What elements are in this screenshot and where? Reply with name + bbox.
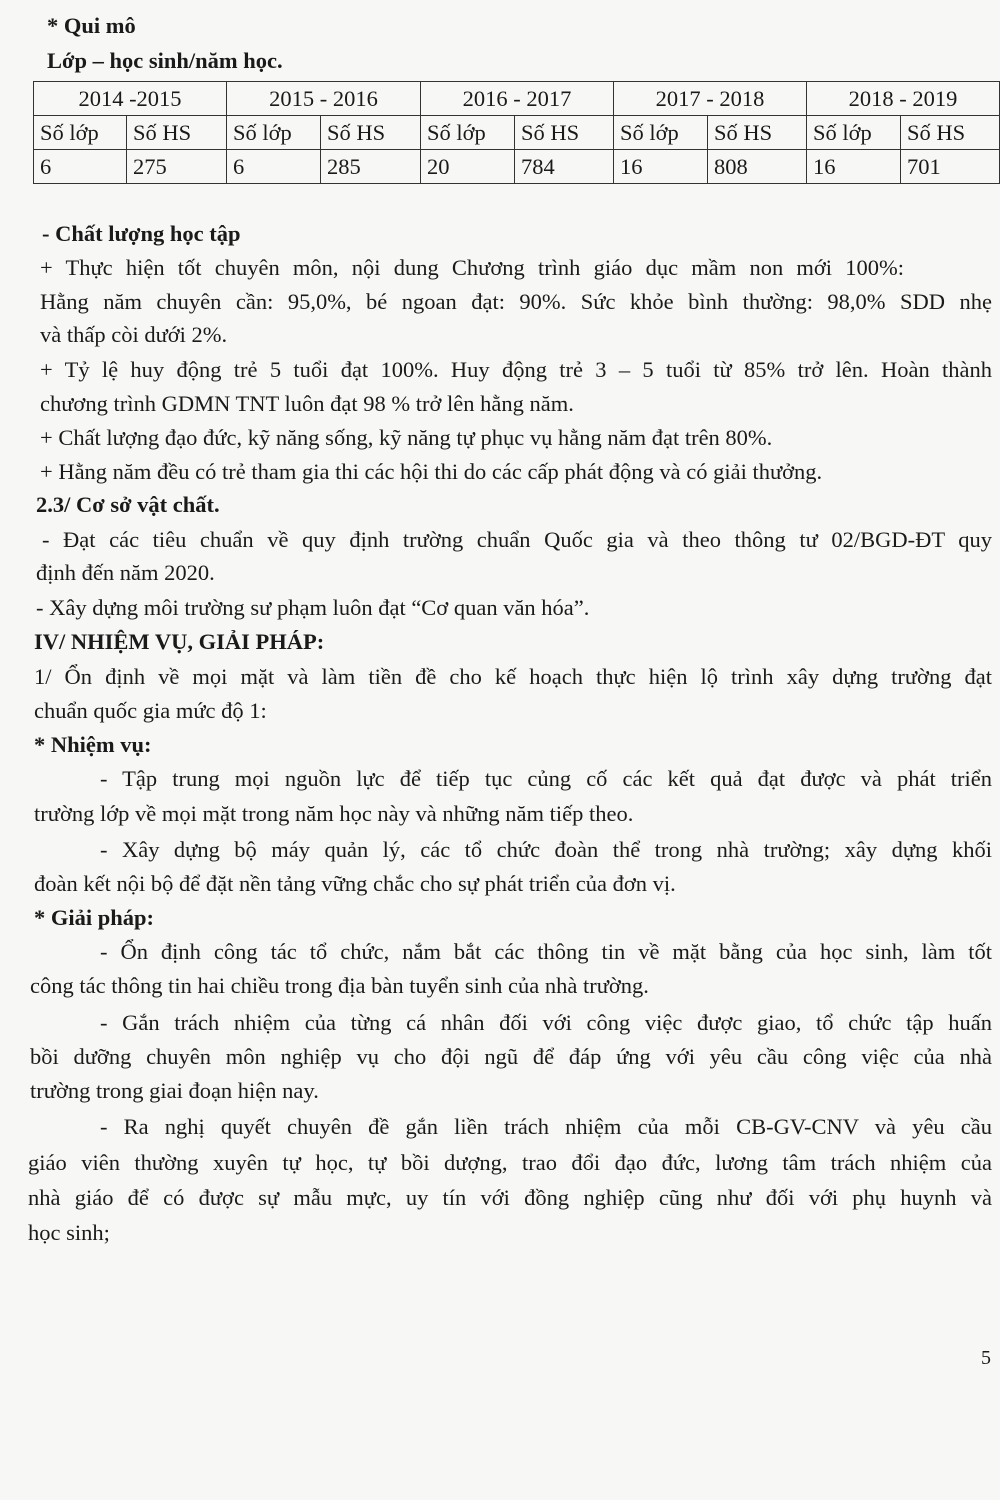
- paragraph-line: trường trong giai đoạn hiện nay.: [30, 1078, 319, 1103]
- paragraph-line: chuẩn quốc gia mức độ 1:: [34, 698, 267, 723]
- paragraph-line: 1/ Ổn định về mọi mặt và làm tiền đề cho kế hoạch thực hiện lộ trình xây dựng trường đạt: [34, 664, 992, 689]
- column-header: Số HS: [708, 116, 807, 150]
- year-header: 2015 - 2016: [227, 82, 421, 116]
- table-cell: 20: [421, 150, 515, 184]
- column-header: Số HS: [127, 116, 227, 150]
- year-header: 2014 -2015: [34, 82, 227, 116]
- paragraph-line: giáo viên thường xuyên tự học, tự bồi dượng, trao đổi đạo đức, lương tâm trách nhiệm của: [28, 1150, 992, 1175]
- table-cell: 701: [901, 150, 1000, 184]
- table-header-columns: [34, 116, 1000, 150]
- column-header: Số lớp: [34, 116, 127, 150]
- paragraph-line: - Xây dựng bộ máy quản lý, các tổ chức đoàn thể trong nhà trường; xây dựng khối: [100, 837, 992, 862]
- paragraph-line: + Tỷ lệ huy động trẻ 5 tuổi đạt 100%. Huy động trẻ 3 – 5 tuổi từ 85% trở lên. Hoàn thành: [40, 357, 992, 382]
- table-cell: 275: [127, 150, 227, 184]
- paragraph-line: - Đạt các tiêu chuẩn về quy định trường chuẩn Quốc gia và theo thông tư 02/BGD-ĐT quy: [42, 527, 992, 552]
- table-cell: 16: [614, 150, 708, 184]
- paragraph-line: - Xây dựng môi trường sư phạm luôn đạt “Cơ quan văn hóa”.: [36, 595, 590, 620]
- paragraph-line: định đến năm 2020.: [36, 560, 215, 585]
- column-header: Số lớp: [807, 116, 901, 150]
- column-header: Số lớp: [421, 116, 515, 150]
- paragraph-line: - Gắn trách nhiệm của từng cá nhân đối với công việc được giao, tổ chức tập huấn: [100, 1010, 992, 1035]
- table-header-years: [34, 82, 1000, 116]
- column-header: Số HS: [321, 116, 421, 150]
- paragraph-line: và thấp còi dưới 2%.: [40, 322, 228, 347]
- table-cell: 784: [515, 150, 614, 184]
- paragraph-line: - Tập trung mọi nguồn lực để tiếp tục củng cố các kết quả đạt được và phát triển: [100, 766, 992, 791]
- table-cell: 16: [807, 150, 901, 184]
- paragraph-line: Hằng năm chuyên cần: 95,0%, bé ngoan đạt: 90%. Sức khỏe bình thường: 98,0% SDD nhẹ: [40, 289, 992, 314]
- year-header: 2017 - 2018: [614, 82, 807, 116]
- facilities-heading: 2.3/ Cơ sở vật chất.: [36, 492, 220, 517]
- table-cell: 6: [34, 150, 127, 184]
- paragraph-line: chương trình GDMN TNT luôn đạt 98 % trở lên hằng năm.: [40, 391, 574, 416]
- column-header: Số HS: [515, 116, 614, 150]
- section-iv-heading: IV/ NHIỆM VỤ, GIẢI PHÁP:: [34, 629, 325, 654]
- table-row: [34, 150, 1000, 184]
- tasks-heading: * Nhiệm vụ:: [34, 732, 152, 757]
- table-cell: 808: [708, 150, 807, 184]
- paragraph-line: công tác thông tin hai chiều trong địa bàn tuyển sinh của nhà trường.: [30, 973, 649, 998]
- section-heading-scale: * Qui mô: [47, 13, 136, 38]
- table-caption: Lớp – học sinh/năm học.: [47, 48, 283, 73]
- paragraph-line: + Hằng năm đều có trẻ tham gia thi các hội thi do các cấp phát động và có giải thưởng.: [40, 459, 823, 484]
- table-cell: 6: [227, 150, 321, 184]
- paragraph-line: + Thực hiện tốt chuyên môn, nội dung Chương trình giáo dục mầm non mới 100%:: [40, 255, 904, 280]
- paragraph-line: bồi dưỡng chuyên môn nghiệp vụ cho đội ngũ để đáp ứng với yêu cầu công việc của nhà: [30, 1044, 992, 1069]
- paragraph-line: đoàn kết nội bộ để đặt nền tảng vững chắc cho sự phát triển của đơn vị.: [34, 871, 676, 896]
- quality-heading: - Chất lượng học tập: [42, 221, 241, 246]
- class-student-table: [33, 81, 1000, 184]
- paragraph-line: - Ra nghị quyết chuyên đề gắn liền trách nhiệm của mỗi CB-GV-CNV và yêu cầu: [100, 1114, 992, 1139]
- column-header: Số lớp: [614, 116, 708, 150]
- solutions-heading: * Giải pháp:: [34, 905, 155, 930]
- paragraph-line: nhà giáo để có được sự mẫu mực, uy tín với đồng nghiệp cũng như đối với phụ huynh và: [28, 1185, 992, 1210]
- table-cell: 285: [321, 150, 421, 184]
- paragraph-line: - Ổn định công tác tổ chức, nắm bắt các thông tin về mặt bằng của học sinh, làm tốt: [100, 939, 992, 964]
- column-header: Số HS: [901, 116, 1000, 150]
- paragraph-line: + Chất lượng đạo đức, kỹ năng sống, kỹ năng tự phục vụ hằng năm đạt trên 80%.: [40, 425, 773, 450]
- page-number: 5: [981, 1347, 991, 1369]
- year-header: 2016 - 2017: [421, 82, 614, 116]
- column-header: Số lớp: [227, 116, 321, 150]
- year-header: 2018 - 2019: [807, 82, 1000, 116]
- paragraph-line: trường lớp về mọi mặt trong năm học này và những năm tiếp theo.: [34, 801, 634, 826]
- paragraph-line: học sinh;: [28, 1220, 110, 1245]
